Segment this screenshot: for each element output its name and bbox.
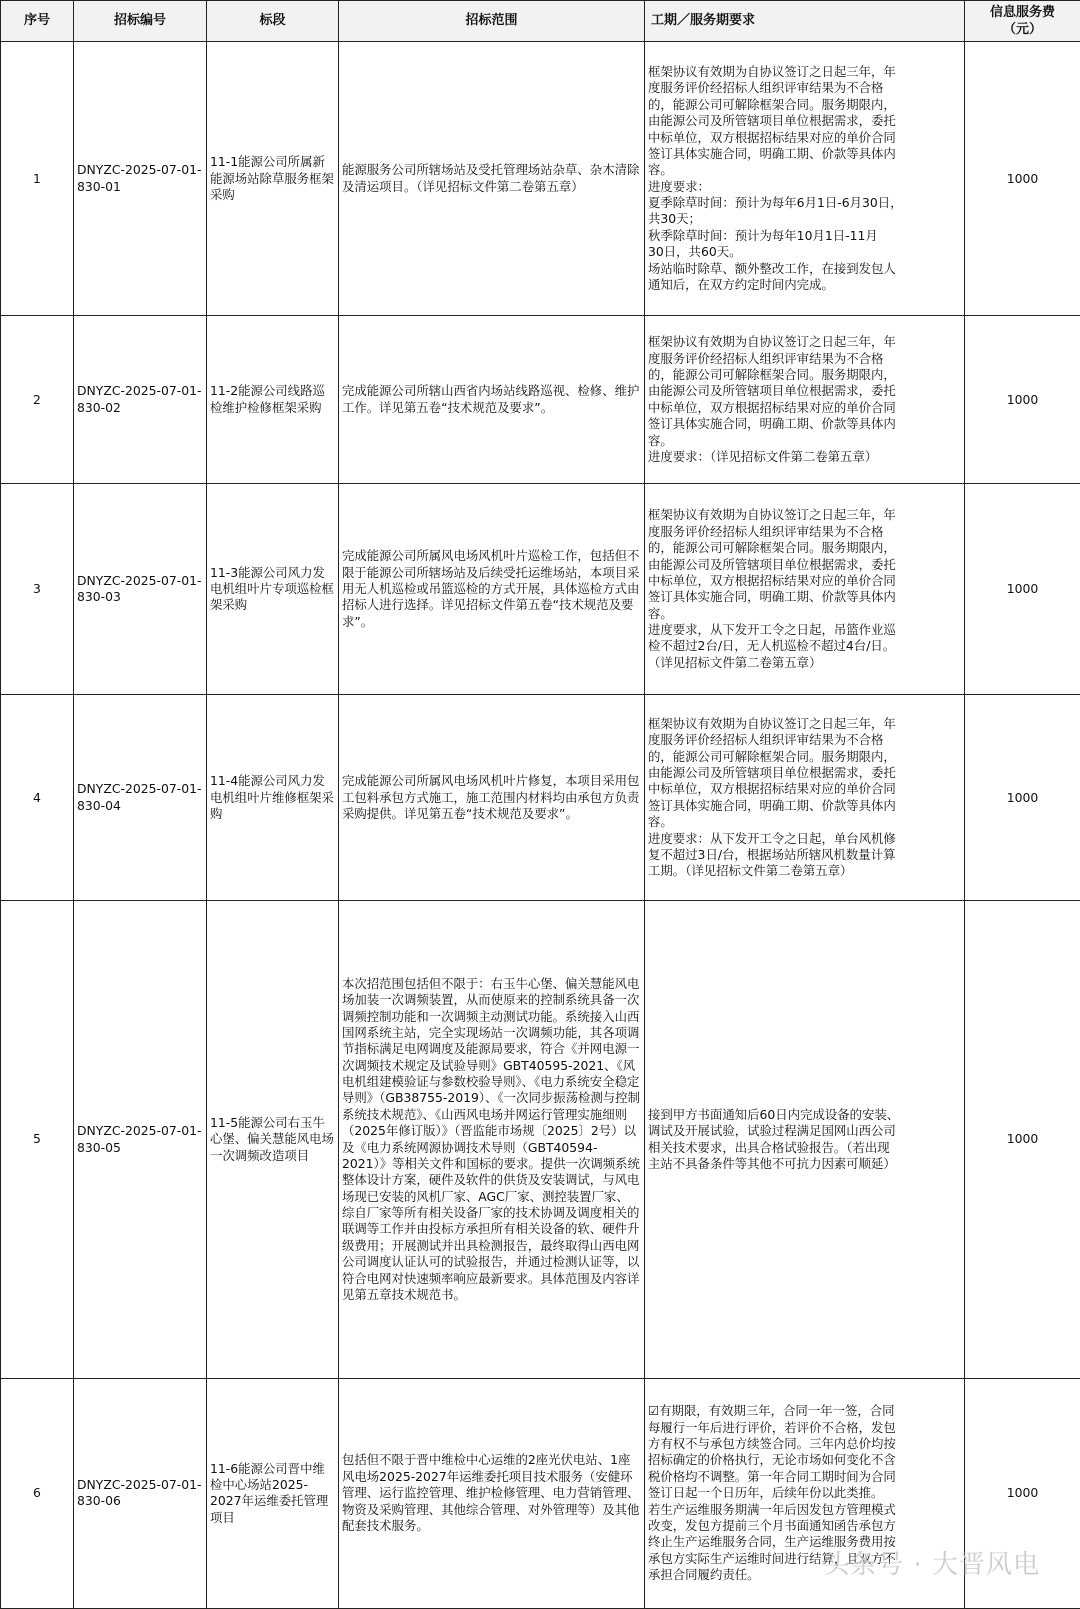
period-line: 容。 xyxy=(648,162,673,178)
cell-seq: 4 xyxy=(1,695,74,901)
period-line: 秋季除草时间：预计为每年10月1日-11月 xyxy=(648,227,878,243)
period-line: 签订具体实施合同，明确工期、价款等具体内 xyxy=(648,589,896,605)
header-fee-line1: 信息服务费 xyxy=(989,4,1055,20)
period-line: 签订具体实施合同，明确工期、价款等具体内 xyxy=(648,416,896,432)
cell-section: 11-4能源公司风力发电机组叶片维修框架采购 xyxy=(207,695,339,901)
period-line: 调试及开展试验，试验过程满足国网山西公司 xyxy=(648,1123,896,1139)
cell-seq: 2 xyxy=(1,316,74,484)
header-row xyxy=(1,1,1080,42)
period-line: 接到甲方书面通知后60日内完成设备的安装、 xyxy=(648,1106,900,1122)
period-line: 检不超过2台/日，无人机巡检不超过4台/日。 xyxy=(648,638,896,654)
cell-scope: 完成能源公司所辖山西省内场站线路巡视、检修、维护工作。详见第五卷“技术规范及要求”。 xyxy=(339,316,645,484)
cell-code: DNYZC-2025-07-01-830-06 xyxy=(74,1378,207,1608)
table-row xyxy=(1,484,1080,695)
period-lines xyxy=(648,1107,961,1173)
period-line: （详见招标文件第二卷第五章） xyxy=(648,654,822,670)
period-line: 由能源公司及所管辖项目单位根据需求，委托 xyxy=(648,765,896,781)
period-line: 工期。（详见招标文件第二卷第五章） xyxy=(648,863,853,879)
header-code: 招标编号 xyxy=(74,1,207,42)
header-fee-line2: （元） xyxy=(1002,22,1042,37)
cell-fee: 1000 xyxy=(965,316,1080,484)
cell-section: 11-1能源公司所属新能源场站除草服务框架采购 xyxy=(207,42,339,316)
period-line: 由能源公司及所管辖项目单位根据需求，委托 xyxy=(648,113,896,129)
period-line: 度服务评价经招标人组织评审结果为不合格 xyxy=(648,523,884,539)
period-line: 签订日起一个日历年，后续年份以此类推。 xyxy=(648,1485,884,1501)
period-line: 度服务评价经招标人组织评审结果为不合格 xyxy=(648,80,884,96)
cell-period xyxy=(645,695,965,901)
period-line: 框架协议有效期为自协议签订之日起三年，年 xyxy=(648,715,896,731)
cell-code: DNYZC-2025-07-01-830-04 xyxy=(74,695,207,901)
cell-scope: 包括但不限于晋中维检中心运维的2座光伏电站、1座风电场2025-2027年运维委托项目技术服务（安健环管理、运行监控管理、维护检修管理、电力营销管理、物资及采购管理、其他综合管理、对外管理等）及其他配套技术服务。 xyxy=(339,1378,645,1608)
cell-scope: 完成能源公司所属风电场风机叶片巡检工作，包括但不限于能源公司所辖场站及后续受托运维场站，本项目采用无人机巡检或吊篮巡检的方式开展，具体巡检方式由招标人进行选择。详见招标文件第五卷“技术规范及要求”。 xyxy=(339,484,645,695)
period-line: 共30天； xyxy=(648,211,701,227)
cell-section: 11-6能源公司晋中维检中心场站2025-2027年运维委托管理项目 xyxy=(207,1378,339,1608)
table-row xyxy=(1,316,1080,484)
period-line: 进度要求： xyxy=(648,178,710,194)
period-line: 的，能源公司可解除框架合同。服务期限内， xyxy=(648,367,896,383)
cell-fee: 1000 xyxy=(965,901,1080,1378)
period-line: 容。 xyxy=(648,814,673,830)
period-line: 的，能源公司可解除框架合同。服务期限内， xyxy=(648,748,896,764)
period-line: 中标单位，双方根据招标结果对应的单价合同 xyxy=(648,572,896,588)
period-line: 改变，发包方提前三个月书面通知函告承包方 xyxy=(648,1517,896,1533)
cell-period xyxy=(645,901,965,1378)
header-period: 工期／服务期要求 xyxy=(645,1,965,42)
period-line: 终止生产运维服务合同，生产运维服务费用按 xyxy=(648,1534,896,1550)
period-line: 签订具体实施合同，明确工期、价款等具体内 xyxy=(648,145,896,161)
cell-section: 11-5能源公司右玉牛心堡、偏关慧能风电场一次调频改造项目 xyxy=(207,901,339,1378)
period-line: 中标单位，双方根据招标结果对应的单价合同 xyxy=(648,781,896,797)
period-line: 框架协议有效期为自协议签订之日起三年，年 xyxy=(648,64,896,80)
period-line: 方有权不与承包方续签合同。三年内总价均按 xyxy=(648,1436,896,1452)
period-line: 进度要求：从下发开工令之日起，单台风机修 xyxy=(648,830,896,846)
table-row xyxy=(1,901,1080,1378)
period-line: 进度要求：（详见招标文件第二卷第五章） xyxy=(648,448,878,464)
cell-scope: 本次招范围包括但不限于：右玉牛心堡、偏关慧能风电场加装一次调频装置，从而使原来的控制系统具备一次调频控制功能和一次调频主动测试功能。系统接入山西国网系统主站，完全实现场站一次调频功能，其各项调节指标满足电网调度及能源局要求，符合《并网电源一次调频技术规定及试验导则》GBT40595-2021、《风电机组建模验证与参数校验导则》、《电力系统安全稳定导则》（GB38755-2019）、《一次同步振荡检测与控制系统技术规范》、《山西风电场并网运行管理实施细则（2025年修订版）》（晋监能市场规〔2025〕2号）以及《电力系统网源协调技术导则（GBT40594-2021）》等相关文件和国标的要求。提供一次调频系统整体设计方案，硬件及软件的供货及安装调试，与风电场现已安装的风机厂家、AGC厂家、测控装置厂家、综自厂家等所有相关设备厂家的技术协调及调度相关的联调等工作并由投标方承担所有相关设备的软、硬件升级费用；开展测试并出具检测报告，最终取得山西电网公司调度认证认可的试验报告，并通过检测认证等，以符合电网对快速频率响应最新要求。具体范围及内容详见第五章技术规范书。 xyxy=(339,901,645,1378)
period-line: 通知后，在双方约定时间内完成。 xyxy=(648,276,834,292)
cell-fee: 1000 xyxy=(965,42,1080,316)
cell-scope: 能源服务公司所辖场站及受托管理场站杂草、杂木清除及清运项目。（详见招标文件第二卷第五章） xyxy=(339,42,645,316)
period-lines xyxy=(648,716,961,880)
cell-code: DNYZC-2025-07-01-830-02 xyxy=(74,316,207,484)
period-line: 主站不具备条件等其他不可抗力因素可顺延） xyxy=(648,1155,896,1171)
cell-fee: 1000 xyxy=(965,484,1080,695)
period-line: 中标单位，双方根据招标结果对应的单价合同 xyxy=(648,129,896,145)
cell-code: DNYZC-2025-07-01-830-03 xyxy=(74,484,207,695)
period-line: 度服务评价经招标人组织评审结果为不合格 xyxy=(648,350,884,366)
cell-seq: 1 xyxy=(1,42,74,316)
cell-seq: 5 xyxy=(1,901,74,1378)
period-line: 的，能源公司可解除框架合同。服务期限内， xyxy=(648,540,896,556)
header-seq: 序号 xyxy=(1,1,74,42)
cell-fee: 1000 xyxy=(965,1378,1080,1608)
period-lines xyxy=(648,507,961,671)
period-lines xyxy=(648,64,961,293)
table-row xyxy=(1,42,1080,316)
period-line: 框架协议有效期为自协议签订之日起三年，年 xyxy=(648,334,896,350)
cell-section: 11-3能源公司风力发电机组叶片专项巡检框架采购 xyxy=(207,484,339,695)
cell-section: 11-2能源公司线路巡检维护检修框架采购 xyxy=(207,316,339,484)
period-line: 每履行一年后进行评价，若评价不合格，发包 xyxy=(648,1419,896,1435)
cell-seq: 6 xyxy=(1,1378,74,1608)
period-line: 相关技术要求，出具合格试验报告。（若出现 xyxy=(648,1139,890,1155)
period-line: 容。 xyxy=(648,605,673,621)
header-fee xyxy=(965,1,1080,42)
period-line: ☑有期限，有效期三年，合同一年一签，合同 xyxy=(648,1403,895,1419)
header-scope: 招标范围 xyxy=(339,1,645,42)
period-line: 招标确定的价格执行，无论市场如何变化不含 xyxy=(648,1452,896,1468)
period-line: 框架协议有效期为自协议签订之日起三年，年 xyxy=(648,507,896,523)
watermark-text: 头条号 · 大晋风电 xyxy=(823,1550,1040,1580)
period-lines xyxy=(648,334,961,465)
period-line: 场站临时除草、额外整改工作，在接到发包人 xyxy=(648,260,896,276)
cell-period xyxy=(645,316,965,484)
period-line: 中标单位，双方根据招标结果对应的单价合同 xyxy=(648,399,896,415)
cell-scope: 完成能源公司所属风电场风机叶片修复，本项目采用包工包料承包方式施工，施工范围内材料均由承包方负责采购提供。详见第五卷“技术规范及要求”。 xyxy=(339,695,645,901)
table-row xyxy=(1,695,1080,901)
period-line: 承担合同履约责任。 xyxy=(648,1567,760,1583)
cell-code: DNYZC-2025-07-01-830-01 xyxy=(74,42,207,316)
period-line: 若生产运维服务期满一年后因发包方管理模式 xyxy=(648,1501,896,1517)
period-line: 夏季除草时间：预计为每年6月1日-6月30日， xyxy=(648,195,903,211)
period-line: 度服务评价经招标人组织评审结果为不合格 xyxy=(648,732,884,748)
period-line: 税价格均不调整。第一年合同工期时间为合同 xyxy=(648,1468,896,1484)
period-line: 承包方实际生产运维时间进行结算，且双方不 xyxy=(648,1550,896,1566)
cell-period xyxy=(645,42,965,316)
cell-code: DNYZC-2025-07-01-830-05 xyxy=(74,901,207,1378)
period-line: 进度要求，从下发开工令之日起，吊篮作业巡 xyxy=(648,622,896,638)
cell-period xyxy=(645,484,965,695)
period-line: 的，能源公司可解除框架合同。服务期限内， xyxy=(648,96,896,112)
period-line: 复不超过3日/台，根据场站所辖风机数量计算 xyxy=(648,846,896,862)
period-line: 容。 xyxy=(648,432,673,448)
period-line: 签订具体实施合同，明确工期、价款等具体内 xyxy=(648,797,896,813)
cell-fee: 1000 xyxy=(965,695,1080,901)
cell-seq: 3 xyxy=(1,484,74,695)
period-line: 30日，共60天。 xyxy=(648,244,742,260)
period-line: 由能源公司及所管辖项目单位根据需求，委托 xyxy=(648,556,896,572)
period-line: 由能源公司及所管辖项目单位根据需求，委托 xyxy=(648,383,896,399)
header-section: 标段 xyxy=(207,1,339,42)
